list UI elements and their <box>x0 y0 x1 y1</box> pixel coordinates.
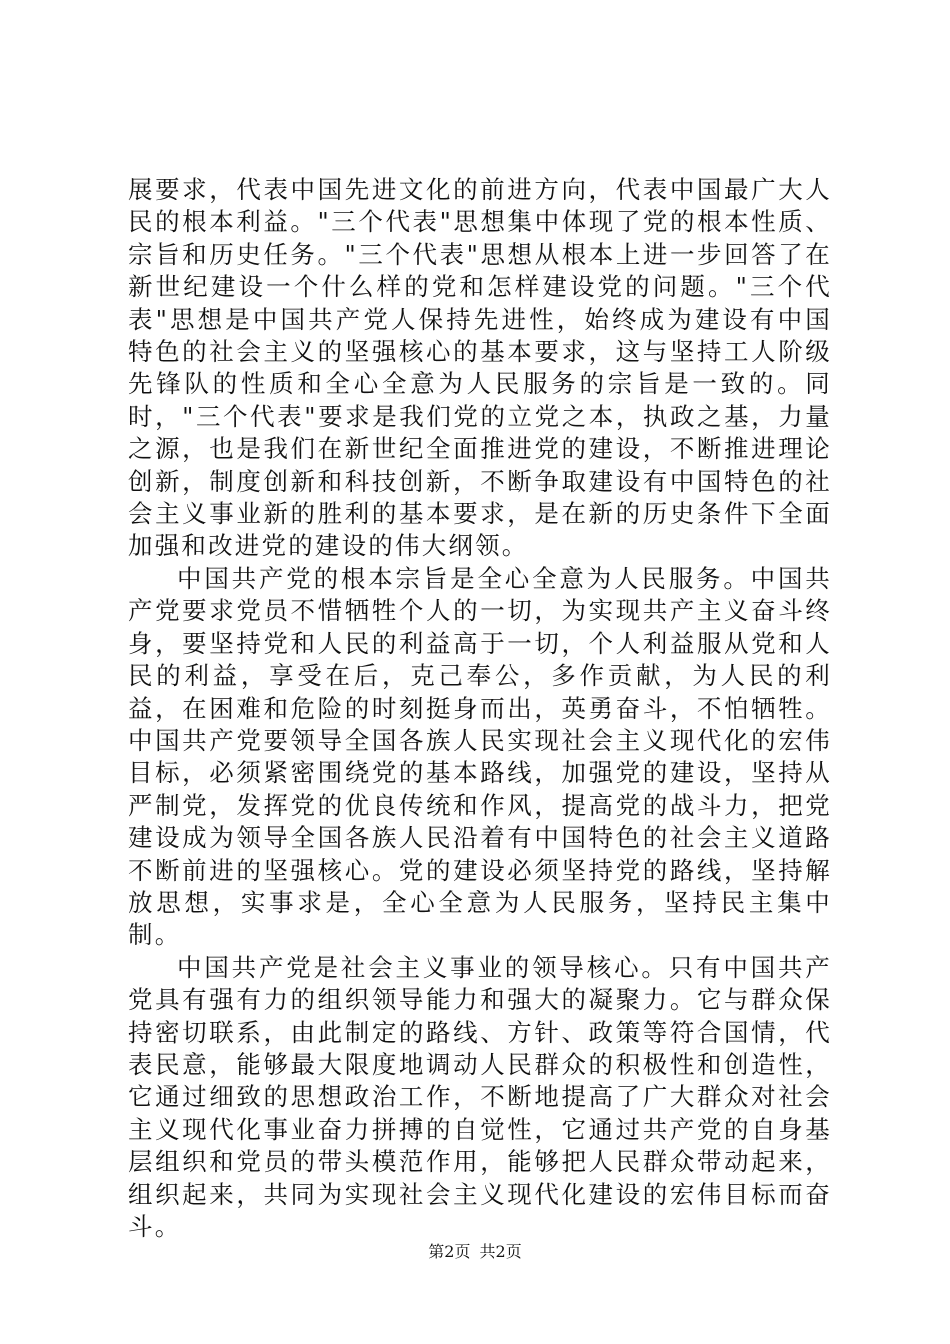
page-number: 第2页 <box>428 1242 471 1261</box>
document-body <box>128 174 832 1243</box>
paragraph-1: 展要求，代表中国先进文化的前进方向，代表中国最广大人民的根本利益。"三个代表"思想集中体现了党的根本性质、宗旨和历史任务。"三个代表"思想从根本上进一步回答了在新世纪建设一个什么样的党和怎样建设党的问题。"三个代表"思想是中国共产党人保持先进性，始终成为建设有中国特色的社会主义的坚强核心的基本要求，这与坚持工人阶级先锋队的性质和全心全意为人民服务的宗旨是一致的。同时，"三个代表"要求是我们党的立党之本，执政之基，力量之源，也是我们在新世纪全面推进党的建设，不断推进理论创新，制度创新和科技创新，不断争取建设有中国特色的社会主义事业新的胜利的基本要求，是在新的历史条件下全面加强和改进党的建设的伟大纲领。 <box>128 175 832 561</box>
paragraph-2: 中国共产党的根本宗旨是全心全意为人民服务。中国共产党要求党员不惜牺牲个人的一切，为实现共产主义奋斗终身，要坚持党和人民的利益高于一切，个人利益服从党和人民的利益，享受在后，克己奉公，多作贡献，为人民的利益，在困难和危险的时刻挺身而出，英勇奋斗，不怕牺牲。中国共产党要领导全国各族人民实现社会主义现代化的宏伟目标，必须紧密围绕党的基本路线，加强党的建设，坚持从严制党，发挥党的优良传统和作风，提高党的战斗力，把党建设成为领导全国各族人民沿着有中国特色的社会主义道路不断前进的坚强核心。党的建设必须坚持党的路线，坚持解放思想，实事求是，全心全意为人民服务，坚持民主集中制。 <box>128 563 832 950</box>
page-total: 共2页 <box>479 1242 522 1261</box>
paragraph-3: 中国共产党是社会主义事业的领导核心。只有中国共产党具有强有力的组织领导能力和强大的凝聚力。它与群众保持密切联系，由此制定的路线、方针、政策等符合国情，代表民意，能够最大限度地调动人民群众的积极性和创造性，它通过细致的思想政治工作，不断地提高了广大群众对社会主义现代化事业奋力拼搏的自觉性，它通过共产党的自身基层组织和党员的带头模范作用，能够把人民群众带动起来，组织起来，共同为实现社会主义现代化建设的宏伟目标而奋斗。 <box>128 952 832 1241</box>
page-footer <box>0 1242 950 1262</box>
